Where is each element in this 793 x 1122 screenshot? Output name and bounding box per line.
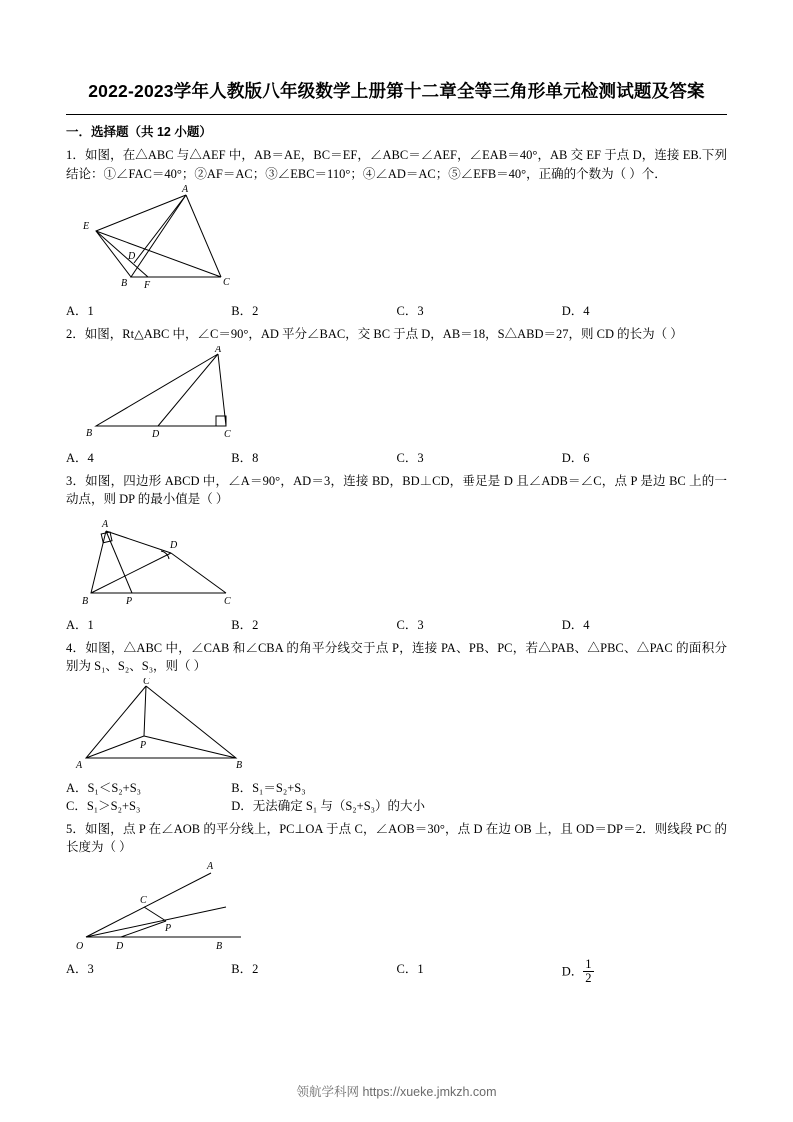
svg-text:C: C [223, 277, 230, 288]
svg-text:D: D [128, 251, 136, 262]
option-3-a[interactable]: A．1 [66, 617, 94, 632]
question-2-number: 2． [66, 327, 85, 341]
fraction-numerator: 1 [585, 956, 592, 971]
svg-text:A: A [215, 345, 222, 355]
question-5-options [66, 956, 727, 986]
option-4-d[interactable]: D．无法确定 S₁ 与（S₂+S₃）的大小 [231, 798, 426, 813]
figure-2 [66, 346, 793, 444]
page-title: 2022-2023学年人教版八年级数学上册第十二章全等三角形单元检测试题及答案 [88, 81, 705, 101]
question-3-options [66, 615, 727, 633]
question-1-options [66, 301, 727, 319]
option-5-b[interactable]: B．2 [231, 961, 259, 976]
question-3-number: 3． [66, 473, 86, 488]
question-2-text: 如图，Rt△ABC 中，∠C＝90°，AD 平分∠BAC，交 BC 于点 D，AB＝18，S△ABD＝27，则 CD 的长为（ ） [84, 327, 683, 341]
svg-text:C: C [143, 677, 150, 687]
section-heading: 一．选择题（共 12 小题） [66, 125, 212, 139]
question-4-text: 如图，△ABC 中，∠CAB 和∠CBA 的角平分线交于点 P，连接 PA、PB、PC，若△PAB、△PBC、△PAC 的面积分别为 S₁、S₂、S₃，则（ ） [66, 640, 727, 673]
svg-text:D: D [152, 428, 160, 440]
svg-text:P: P [140, 739, 147, 751]
option-4-c[interactable]: C．S₁＞S₂+S₃ [66, 798, 141, 813]
svg-text:F: F [144, 280, 151, 291]
option-5-c[interactable]: C．1 [396, 961, 424, 976]
svg-text:B: B [82, 595, 89, 607]
option-2-a[interactable]: A．4 [66, 450, 94, 465]
footer-text: 领航学科网 https://xueke.jmkzh.com [296, 1085, 497, 1099]
option-2-b[interactable]: B．8 [231, 450, 259, 465]
option-5-d-label: D． [561, 964, 584, 978]
svg-text:P: P [165, 922, 172, 934]
option-1-d[interactable]: D．4 [561, 304, 590, 318]
svg-text:O: O [76, 940, 84, 952]
svg-text:B: B [216, 940, 223, 952]
option-2-c[interactable]: C．3 [396, 450, 424, 465]
question-4 [66, 639, 727, 676]
question-3 [66, 472, 727, 509]
question-5 [66, 820, 727, 857]
question-5-text: 如图，点 P 在∠AOB 的平分线上，PC⊥OA 于点 C，∠AOB＝30°，点 D 在边 OB 上，且 OD＝DP＝2．则线段 PC 的长度为（ ） [66, 821, 727, 854]
option-3-b[interactable]: B．2 [231, 617, 259, 632]
question-4-options [66, 778, 727, 814]
svg-text:E: E [83, 221, 90, 232]
question-1-text: 如图，在△ABC 与△AEF 中，AB＝AE，BC＝EF，∠ABC＝∠AEF，∠EAB＝40°，AB 交 EF 于点 D，连接 EB.下列结论：①∠FAC＝40°；②AF＝AC；③∠EBC＝110°；④∠AD＝AC；⑤∠EFB＝40°，正确的个数为（ ）个． [66, 148, 727, 181]
svg-text:B: B [86, 427, 93, 439]
svg-text:B: B [121, 278, 128, 289]
svg-text:A: A [76, 759, 83, 771]
svg-text:B: B [236, 759, 243, 771]
option-4-b[interactable]: B．S₁＝S₂+S₃ [231, 780, 306, 795]
question-1 [66, 146, 727, 183]
question-2-options [66, 448, 727, 466]
option-5-d[interactable] [561, 956, 727, 986]
option-1-c[interactable]: C．3 [396, 304, 424, 318]
question-2 [66, 325, 727, 344]
svg-text:C: C [224, 595, 231, 607]
figure-1 [66, 185, 793, 297]
option-1-a[interactable]: A．1 [66, 304, 94, 318]
svg-text:D: D [116, 940, 124, 952]
question-4-number: 4． [66, 640, 86, 655]
option-2-d[interactable]: D．6 [561, 450, 590, 465]
question-1-number: 1． [66, 148, 85, 162]
svg-text:A: A [102, 518, 109, 530]
option-1-b[interactable]: B．2 [231, 304, 259, 318]
fraction-denominator: 2 [585, 970, 592, 985]
svg-text:A: A [207, 860, 214, 872]
svg-text:C: C [140, 894, 147, 906]
svg-text:C: C [224, 428, 231, 440]
figure-5 [66, 859, 793, 955]
option-5-a[interactable]: A．3 [66, 961, 94, 976]
svg-text:P: P [126, 595, 133, 607]
footer-watermark [0, 1082, 793, 1100]
title-divider [66, 114, 727, 115]
figure-3 [66, 511, 793, 611]
svg-text:A: A [182, 185, 189, 195]
question-3-text: 如图，四边形 ABCD 中，∠A＝90°，AD＝3，连接 BD，BD⊥CD，垂足是 D 且∠ADB＝∠C，点 P 是边 BC 上的一动点，则 DP 的最小值是（ ） [66, 473, 727, 506]
figure-4 [66, 678, 793, 774]
option-4-a[interactable]: A．S₁＜S₂+S₃ [66, 780, 142, 795]
svg-text:D: D [170, 539, 178, 551]
question-5-number: 5． [66, 821, 86, 836]
option-3-c[interactable]: C．3 [396, 617, 424, 632]
option-3-d[interactable]: D．4 [561, 617, 590, 632]
option-5-d-fraction [583, 958, 593, 985]
